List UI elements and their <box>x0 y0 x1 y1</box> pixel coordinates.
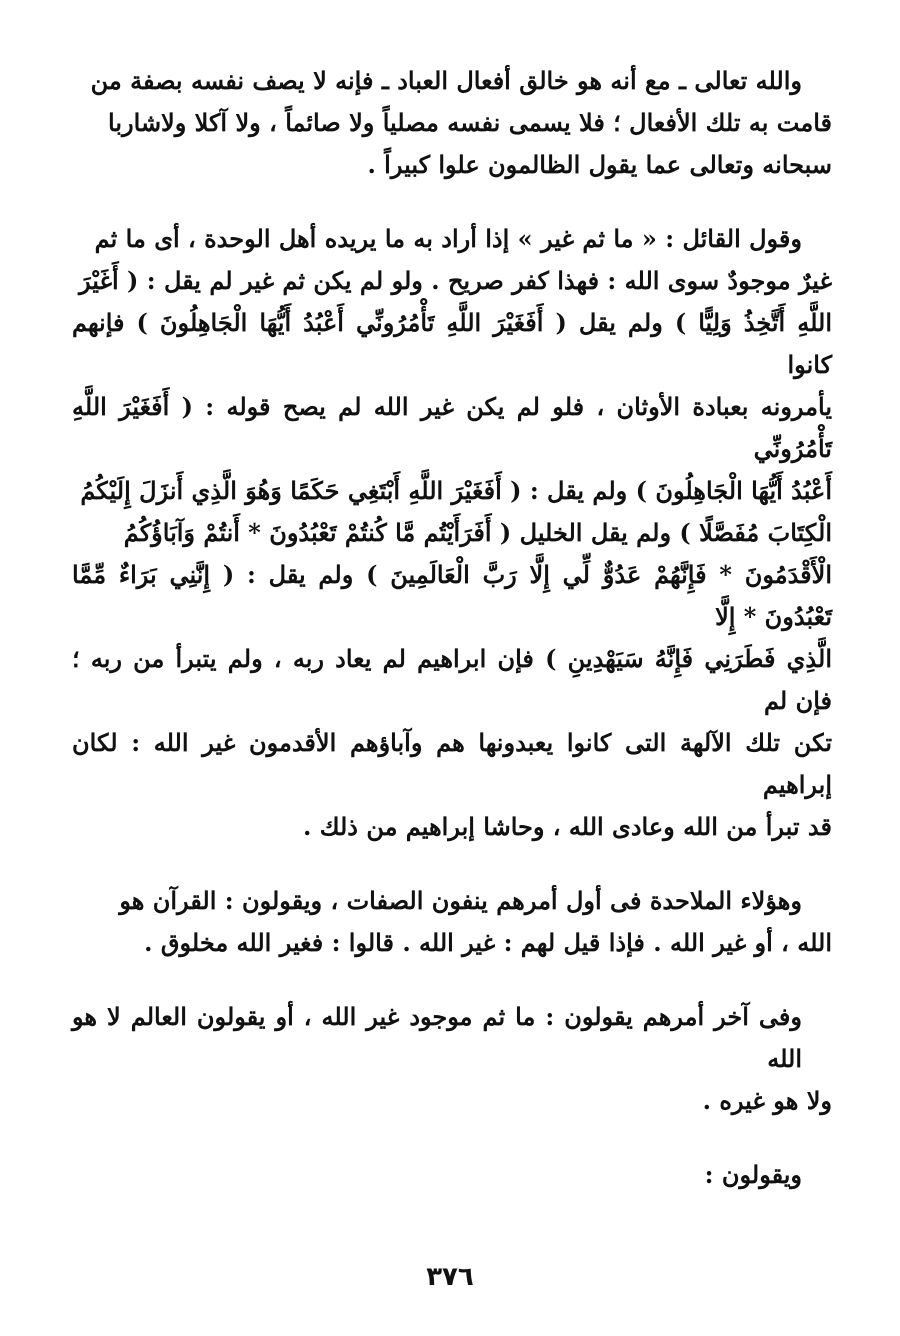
text-line: الله ، أو غير الله . فإذا قيل لهم : غير الله . قالوا : فغير الله مخلوق . <box>144 928 832 957</box>
text-line: يأمرونه بعبادة الأوثان ، فلو لم يكن غير الله لم يصح قوله : ( أَفَغَيْرَ اللَّهِ تَأْمُرُونِّي <box>72 392 832 463</box>
text-line: تكن تلك الآلهة التى كانوا يعبدونها هم وآباؤهم الأقدمون غير الله : لكان إبراهيم <box>72 728 832 799</box>
text-line: الْكِتَابَ مُفَصَّلًا ) ولم يقل الخليل ( أَفَرَأَيْتُم مَّا كُنتُمْ تَعْبُدُونَ * أَنتُمْ وَآبَاؤُكُمُ <box>123 518 832 547</box>
text-line: وفى آخر أمرهم يقولون : ما ثم موجود غير الله ، أو يقولون العالم لا هو الله <box>72 1002 802 1073</box>
text-line: ولا هو غيره . <box>702 1086 832 1115</box>
paragraph-3 <box>72 880 832 964</box>
paragraph-4 <box>72 996 832 1122</box>
text-line: وهؤلاء الملاحدة فى أول أمرهم ينفون الصفات ، ويقولون : القرآن هو <box>119 886 802 915</box>
text-line: قد تبرأ من الله وعادى الله ، وحاشا إبراهيم من ذلك . <box>303 812 832 841</box>
paragraph-2 <box>72 218 832 848</box>
text-line: والله تعالى ـ مع أنه هو خالق أفعال العباد ـ فإنه لا يصف نفسه بصفة من <box>90 66 802 95</box>
paragraph-1 <box>72 60 832 186</box>
text-line: الَّذِي فَطَرَنِي فَإِنَّهُ سَيَهْدِينِ ) فإن ابراهيم لم يعاد ربه ، ولم يتبرأ من ربه ؛ فإن لم <box>72 644 832 715</box>
text-line: سبحانه وتعالى عما يقول الظالمون علوا كبيراً . <box>367 150 832 179</box>
text-line: أَعْبُدُ أَيُّهَا الْجَاهِلُونَ ) ولم يقل : ( أَفَغَيْرَ اللَّهِ أَبْتَغِي حَكَمًا وَهُوَ الَّذِي أَنزَلَ إِلَيْكُمُ <box>80 476 832 505</box>
text-line: قامت به تلك الأفعال ؛ فلا يسمى نفسه مصلياً ولا صائماً ، ولا آكلا ولاشاربا <box>108 108 832 137</box>
text-line: اللَّهِ أَتَّخِذُ وَلِيًّا ) ولم يقل ( أَفَغَيْرَ اللَّهِ تَأْمُرُونِّي أَعْبُدُ أَيُّهَا الْجَاهِلُونَ ) فإنهم كانوا <box>72 308 832 379</box>
paragraph-5 <box>72 1154 832 1196</box>
page-number: ٣٧٦ <box>426 1262 474 1292</box>
text-line: الْأَقْدَمُونَ * فَإِنَّهُمْ عَدُوٌّ لِّي إِلَّا رَبَّ الْعَالَمِينَ ) ولم يقل : ( إِنَّنِي بَرَاءٌ مِّمَّا تَعْبُدُونَ * إِلَّا <box>72 560 832 631</box>
body-text <box>72 60 832 1228</box>
text-line: وقول القائل : « ما ثم غير » إذا أراد به ما يريده أهل الوحدة ، أى ما ثم <box>94 224 802 253</box>
text-line: غيرٌ موجودٌ سوى الله : فهذا كفر صريح . ولو لم يكن ثم غير لم يقل : ( أَغَيْرَ <box>79 266 832 295</box>
text-line: ويقولون : <box>704 1160 802 1189</box>
